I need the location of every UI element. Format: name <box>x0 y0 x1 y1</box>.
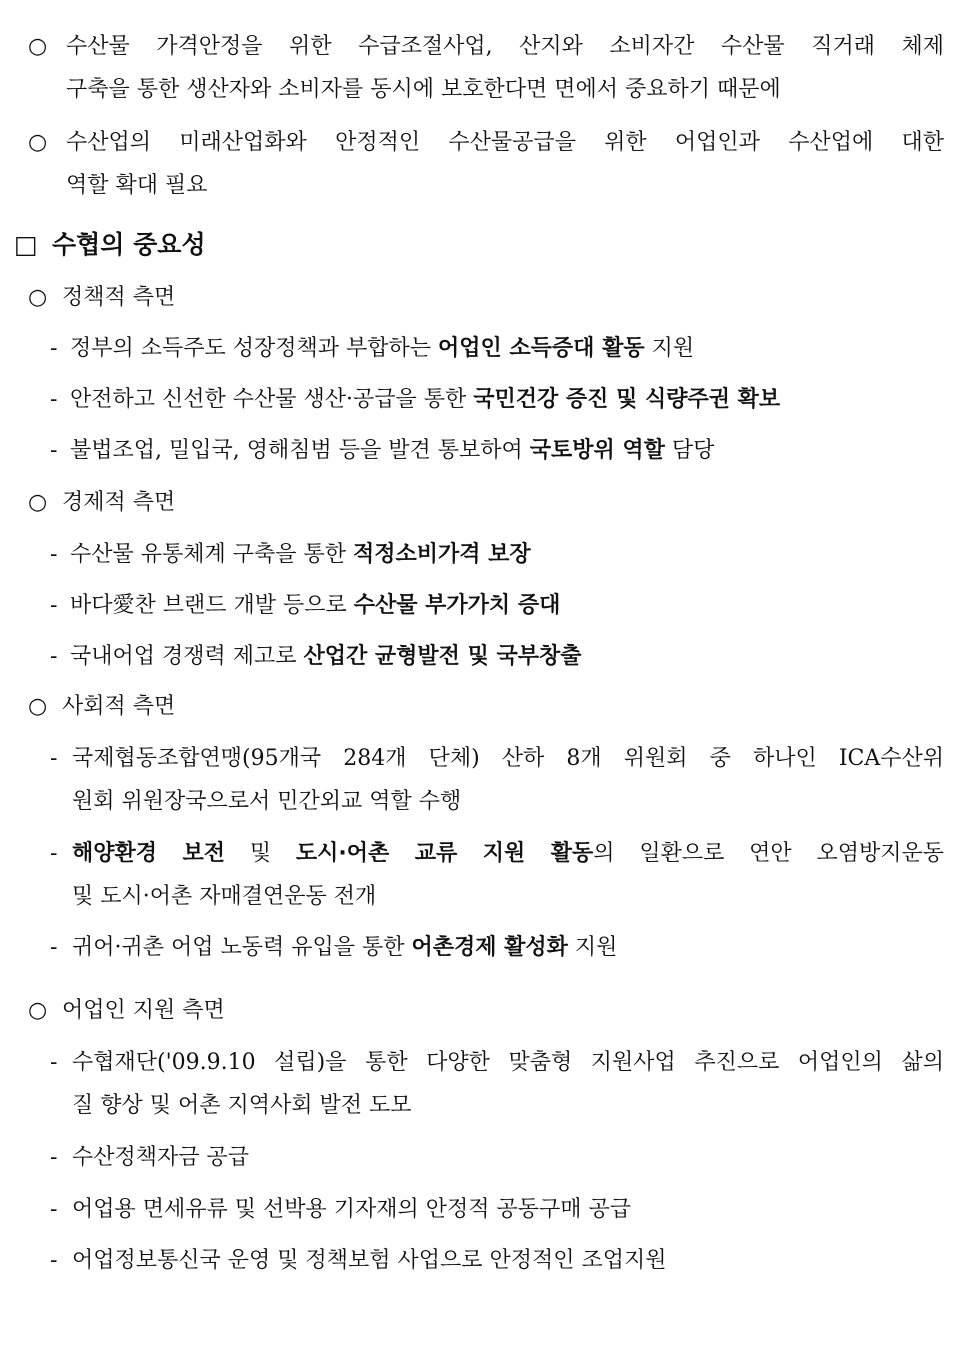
policy-item-2-pre: 안전하고 신선한 수산물 생산·공급을 통한 <box>70 387 474 412</box>
dash-bullet-icon: - <box>50 1050 58 1075</box>
fisher-item-2-text: 수산정책자금 공급 <box>72 1145 250 1170</box>
circle-bullet-icon: ○ <box>28 34 48 59</box>
social-item-3-post: 지원 <box>567 935 618 960</box>
policy-item-1-pre: 정부의 소득주도 성장정책과 부합하는 <box>70 336 439 361</box>
dash-bullet-icon: - <box>50 841 58 866</box>
social-item-1-line-1: 국제협동조합연맹(95개국 284개 단체) 산하 8개 위원회 중 하나인 ICA수산위 <box>72 746 944 771</box>
circle-bullet-icon: ○ <box>28 285 48 310</box>
economic-item-1-pre: 수산물 유통체계 구축을 통한 <box>70 542 353 567</box>
social-heading-label: 사회적 측면 <box>62 694 176 719</box>
economic-item-2-pre: 바다愛찬 브랜드 개발 등으로 <box>70 593 354 618</box>
intro-item-2-line-2: 역할 확대 필요 <box>66 173 208 198</box>
fisher-item-3-text: 어업용 면세유류 및 선박용 기자재의 안정적 공동구매 공급 <box>72 1197 632 1222</box>
social-item-3-bold: 어촌경제 활성화 <box>411 935 568 960</box>
social-item-3-pre: 귀어·귀촌 어업 노동력 유입을 통한 <box>72 935 412 960</box>
economic-item-3-bold: 산업간 균형발전 및 국부창출 <box>303 644 582 669</box>
circle-bullet-icon: ○ <box>28 130 48 155</box>
circle-bullet-icon: ○ <box>28 694 48 719</box>
dash-bullet-icon: - <box>50 935 58 960</box>
dash-bullet-icon: - <box>50 593 58 618</box>
policy-item-1-bold: 어업인 소득증대 활동 <box>438 336 645 361</box>
dash-bullet-icon: - <box>50 1145 58 1170</box>
dash-bullet-icon: - <box>50 1197 58 1222</box>
dash-bullet-icon: - <box>50 336 58 361</box>
intro-item-1-line-1: 수산물 가격안정을 위한 수급조절사업, 산지와 소비자간 수산물 직거래 체제 <box>66 34 944 59</box>
policy-item-3-pre: 불법조업, 밀입국, 영해침범 등을 발견 통보하여 <box>70 438 530 463</box>
economic-item-3-pre: 국내어업 경쟁력 제고로 <box>70 644 304 669</box>
economic-item-2-bold: 수산물 부가가치 증대 <box>353 593 561 618</box>
policy-item-3-bold: 국토방위 역할 <box>529 438 665 463</box>
dash-bullet-icon: - <box>50 387 58 412</box>
social-item-2-line-2: 및 도시·어촌 자매결연운동 전개 <box>72 884 377 909</box>
dash-bullet-icon: - <box>50 746 58 771</box>
section-title: 수협의 중요성 <box>52 230 206 259</box>
policy-item-3-post: 담당 <box>664 438 715 463</box>
dash-bullet-icon: - <box>50 644 58 669</box>
dash-bullet-icon: - <box>50 542 58 567</box>
social-item-2-bold-1: 해양환경 보전 <box>72 841 225 866</box>
social-item-1-line-2: 원회 위원장국으로서 민간외교 역할 수행 <box>72 789 462 814</box>
fisher-item-4-text: 어업정보통신국 운영 및 정책보험 사업으로 안정적인 조업지원 <box>72 1248 667 1273</box>
policy-item-2-bold: 국민건강 증진 및 식량주권 확보 <box>473 387 781 412</box>
dash-bullet-icon: - <box>50 438 58 463</box>
fisher-item-1-line-1: 수협재단('09.9.10 설립)을 통한 다양한 맞춤형 지원사업 추진으로 어업인의 삶의 <box>72 1050 944 1075</box>
economic-item-1-bold: 적정소비가격 보장 <box>353 542 531 567</box>
fisher-item-1-line-2: 질 향상 및 어촌 지역사회 발전 도모 <box>72 1093 412 1118</box>
social-item-2-mid: 및 <box>225 841 296 866</box>
policy-heading-label: 정책적 측면 <box>62 285 176 310</box>
intro-item-2-line-1: 수산업의 미래산업화와 안정적인 수산물공급을 위한 어업인과 수산업에 대한 <box>66 130 944 155</box>
intro-item-1-line-2: 구축을 통한 생산자와 소비자를 동시에 보호한다면 면에서 중요하기 때문에 <box>66 77 781 102</box>
dash-bullet-icon: - <box>50 1248 58 1273</box>
circle-bullet-icon: ○ <box>28 998 48 1023</box>
fisher-heading-label: 어업인 지원 측면 <box>62 998 225 1023</box>
economic-heading-label: 경제적 측면 <box>62 490 176 515</box>
policy-item-1-post: 지원 <box>644 336 695 361</box>
square-bullet-icon: □ <box>14 230 38 259</box>
circle-bullet-icon: ○ <box>28 490 48 515</box>
social-item-2-bold-2: 도시·어촌 교류 지원 활동 <box>295 841 594 866</box>
social-item-2-rest: 의 일환으로 연안 오염방지운동 <box>593 841 944 866</box>
